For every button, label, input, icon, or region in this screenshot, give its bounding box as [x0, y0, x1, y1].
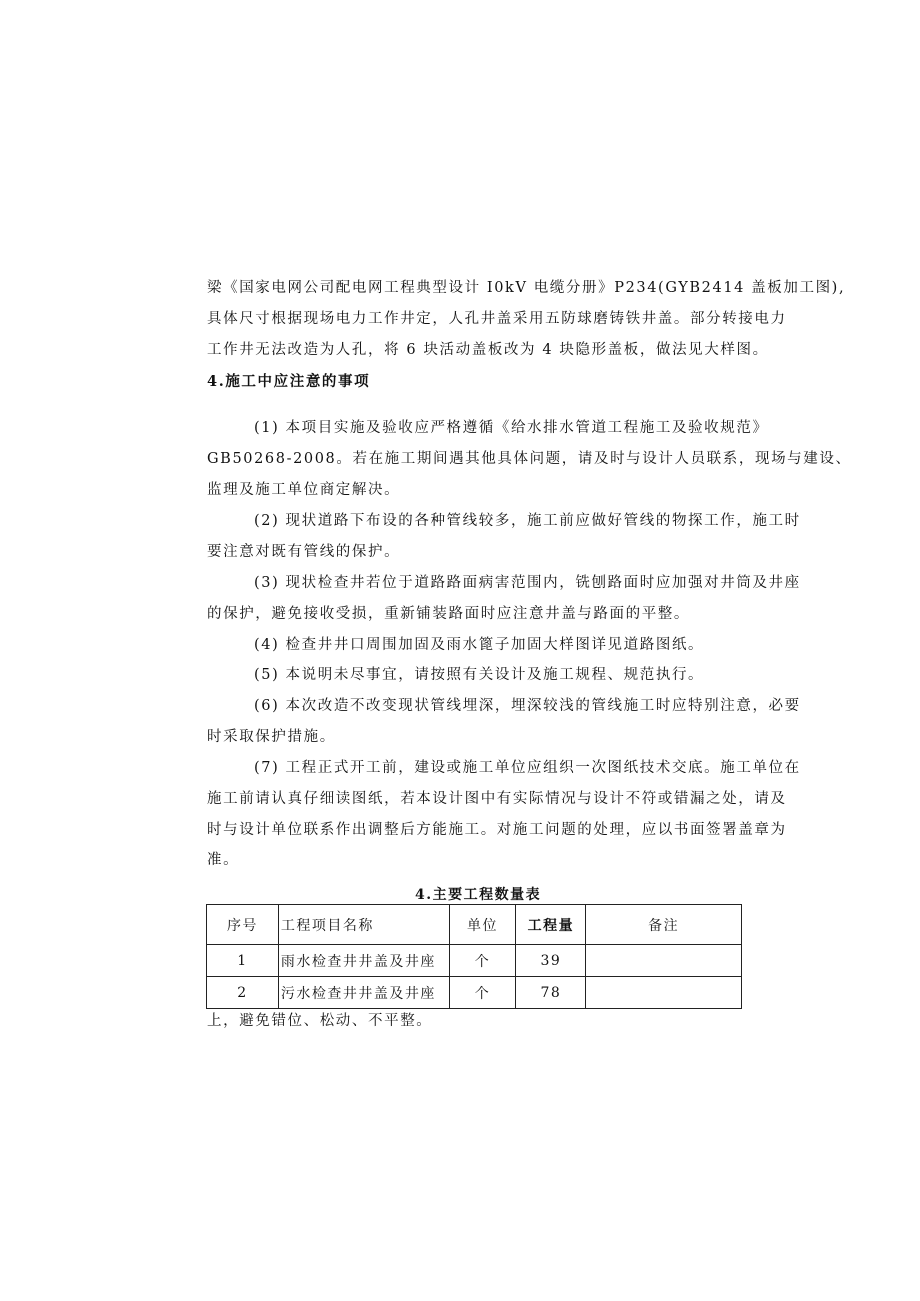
text-line: 施工前请认真仔细读图纸，若本设计图中有实际情况与设计不符或错漏之处，请及 [207, 791, 787, 807]
text-line: (1) 本项目实施及验收应严格遵循《给水排水管道工程施工及验收规范》 [254, 420, 769, 436]
cell-remark [586, 977, 742, 1009]
text-line: (2) 现状道路下布设的各种管线较多，施工前应做好管线的物探工作，施工时 [254, 513, 801, 529]
text-line: (3) 现状检查井若位于道路路面病害范围内，铣刨路面时应加强对井筒及井座 [254, 575, 801, 591]
header-remark: 备注 [586, 905, 742, 945]
text-line: GB50268-2008。若在施工期间遇其他具体问题，请及时与设计人员联系，现场与建设、 [207, 451, 852, 467]
text-line: 梁《国家电网公司配电网工程典型设计 I0kV 电缆分册》P234(GYB2414 盖板加工图), [207, 280, 846, 296]
cell-index: 2 [207, 977, 279, 1009]
text-line: (6) 本次改造不改变现状管线埋深，埋深较浅的管线施工时应特别注意，必要 [254, 698, 801, 714]
text-line: (4) 检查井井口周围加固及雨水篦子加固大样图详见道路图纸。 [254, 637, 705, 653]
header-item-name: 工程项目名称 [278, 905, 449, 945]
header-index: 序号 [207, 905, 279, 945]
text-line: 监理及施工单位商定解决。 [207, 482, 401, 498]
cell-item-name: 污水检查井井盖及井座 [278, 977, 449, 1009]
section-heading: 4.施工中应注意的事项 [207, 373, 371, 390]
text-line: 工作井无法改造为人孔，将 6 块活动盖板改为 4 块隐形盖板，做法见大样图。 [207, 342, 769, 358]
cell-item-name: 雨水检查井井盖及井座 [278, 945, 449, 977]
table-header-row [207, 905, 742, 945]
text-line: 的保护，避免接收受损，重新铺装路面时应注意井盖与路面的平整。 [207, 606, 690, 622]
trailing-text: 上，避免错位、松动、不平整。 [207, 1013, 433, 1029]
cell-unit: 个 [449, 977, 516, 1009]
text-line: 时采取保护措施。 [207, 729, 336, 745]
cell-index: 1 [207, 945, 279, 977]
text-line: 准。 [207, 852, 240, 868]
text-line: 具体尺寸根据现场电力工作井定，人孔井盖采用五防球磨铸铁井盖。部分转接电力 [207, 311, 787, 327]
table-row [207, 945, 742, 977]
cell-unit: 个 [449, 945, 516, 977]
text-line: 要注意对既有管线的保护。 [207, 544, 401, 560]
text-line: 时与设计单位联系作出调整后方能施工。对施工问题的处理，应以书面签署盖章为 [207, 822, 787, 838]
cell-quantity: 78 [516, 977, 586, 1009]
text-line: (7) 工程正式开工前，建设或施工单位应组织一次图纸技术交底。施工单位在 [254, 760, 801, 776]
header-quantity: 工程量 [516, 905, 586, 945]
cell-quantity: 39 [516, 945, 586, 977]
text-line: (5) 本说明未尽事宜，请按照有关设计及施工规程、规范执行。 [254, 667, 705, 683]
header-unit: 单位 [449, 905, 516, 945]
table-caption: 4.主要工程数量表 [415, 887, 542, 903]
quantity-table [206, 904, 742, 1009]
cell-remark [586, 945, 742, 977]
table-row [207, 977, 742, 1009]
